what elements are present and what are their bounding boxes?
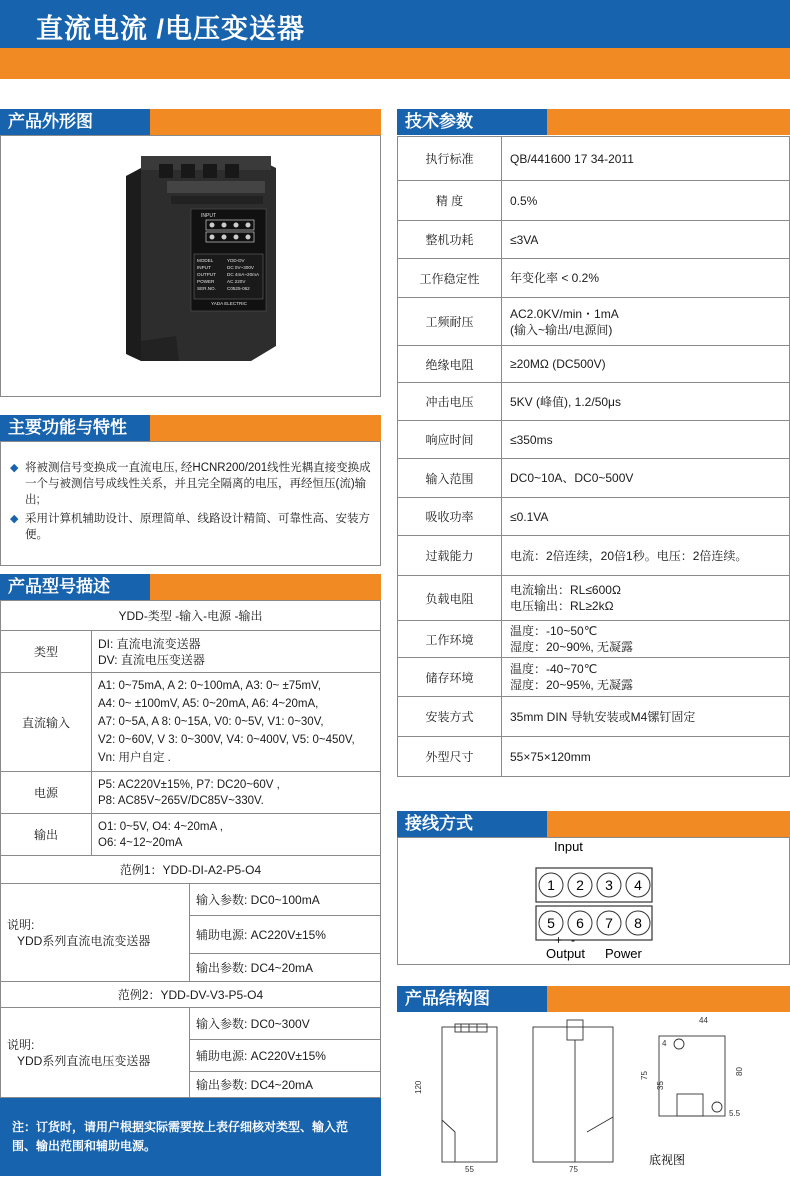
product-photo xyxy=(1,136,380,396)
svg-text:8: 8 xyxy=(634,915,642,931)
svg-text:2: 2 xyxy=(576,877,584,893)
table-row xyxy=(398,737,790,777)
table-row xyxy=(398,181,790,221)
section-title: 接线方式 xyxy=(397,811,547,837)
page-header xyxy=(0,0,790,48)
svg-text:80: 80 xyxy=(735,1067,744,1076)
param-value: 0.5% xyxy=(502,181,790,221)
svg-text:DC 0V~300V: DC 0V~300V xyxy=(227,265,254,270)
svg-text:120: 120 xyxy=(414,1080,423,1094)
structure-drawings xyxy=(397,1012,790,1176)
svg-text:3: 3 xyxy=(605,877,613,893)
example1-title: 范例1：YDD-DI-A2-P5-O4 xyxy=(1,856,381,884)
list-item: ◆ 采用计算机辅助设计、原理简单、线路设计精简、可靠性高、安装方便。 xyxy=(10,513,370,541)
svg-text:MODEL: MODEL xyxy=(197,258,214,263)
param-value: 35mm DIN 导轨安装或M4镙钉固定 xyxy=(502,697,790,737)
svg-text:75: 75 xyxy=(569,1165,578,1174)
svg-text:INPUT: INPUT xyxy=(197,265,211,270)
diamond-bullet-icon: ◆ xyxy=(10,513,19,525)
param-name: 工频耐压 xyxy=(398,298,502,346)
param-name: 储存环境 xyxy=(398,658,502,697)
example1-table: 范例1：YDD-DI-A2-P5-O4 说明: YDD系列直流电流变送器 输入参数: DC0~100mA 辅助电源: AC220V±15% 输出参数: DC4~20mA xyxy=(0,855,381,982)
input-label-text: INPUT xyxy=(201,213,216,219)
param-value: AC2.0KV/min・1mA (输入~输出/电源间) xyxy=(502,298,790,346)
brand-text: YADA ELECTRIC xyxy=(211,301,247,306)
svg-text:OUTPUT: OUTPUT xyxy=(197,272,216,277)
svg-text:4: 4 xyxy=(634,877,642,893)
svg-text:YDD-DV: YDD-DV xyxy=(227,258,245,263)
table-row xyxy=(398,137,790,181)
svg-text:75: 75 xyxy=(640,1071,649,1080)
svg-text:DC 4mA~20mA: DC 4mA~20mA xyxy=(227,272,260,277)
param-value: ≥20MΩ (DC500V) xyxy=(502,346,790,383)
model-key: 输出 xyxy=(1,814,92,856)
svg-text:SER.NO.: SER.NO. xyxy=(197,286,216,291)
table-row xyxy=(398,621,790,658)
svg-text:44: 44 xyxy=(699,1016,708,1025)
svg-text:+: + xyxy=(555,933,563,947)
section-structure-header xyxy=(397,986,790,1012)
svg-text:POWER: POWER xyxy=(197,279,215,284)
param-value: QB/441600 17 34-2011 xyxy=(502,137,790,181)
svg-text:6: 6 xyxy=(576,915,584,931)
list-item: ◆ 将被测信号变换成一直流电压, 经HCNR200/201线性光耦直接变换成一个与被测信号成线性关系，并且完全隔离的电压，再经恒压(流)输出; xyxy=(10,462,371,506)
section-title: 产品型号描述 xyxy=(0,574,150,600)
param-name: 工作稳定性 xyxy=(398,259,502,298)
table-row xyxy=(398,259,790,298)
svg-text:5.5: 5.5 xyxy=(729,1109,741,1118)
param-value: 电流：2倍连续，20倍1秒。电压：2倍连续。 xyxy=(502,536,790,576)
param-value: ≤3VA xyxy=(502,221,790,259)
param-name: 外型尺寸 xyxy=(398,737,502,777)
param-value: 年变化率 < 0.2% xyxy=(502,259,790,298)
param-name: 过载能力 xyxy=(398,536,502,576)
param-name: 吸收功率 xyxy=(398,498,502,536)
param-name: 响应时间 xyxy=(398,421,502,459)
param-value: ≤350ms xyxy=(502,421,790,459)
param-value: 温度：-40~70℃ 湿度：20~95%, 无凝露 xyxy=(502,658,790,697)
param-name: 安装方式 xyxy=(398,697,502,737)
wiring-power-label: Power xyxy=(605,946,642,961)
param-name: 执行标准 xyxy=(398,137,502,181)
param-name: 输入范围 xyxy=(398,459,502,498)
wiring-diagram xyxy=(398,838,789,964)
table-row xyxy=(398,459,790,498)
param-name: 精 度 xyxy=(398,181,502,221)
section-features-header xyxy=(0,415,381,441)
section-appearance-header xyxy=(0,109,381,135)
table-row xyxy=(398,498,790,536)
model-table: YDD-类型 -输入-电源 -输出 类型 DI: 直流电流变送器 DV: 直流电压变送器 直流输入 A1: 0~75mA, A 2: 0~100mA, A3: 0~ ±75mV, A4: 0~ ±100mV, A5: 0~20mA, A6: 4~20mA, A7: 0~5A, A 8: 0~15A, V0: 0~5V, V1: 0~30V, V2: 0~60V, V 3: 0~300V, V4: 0~400V, V5: 0~450V, Vn: 用户自定 . 电源 P5: AC220V±15%, P7: DC20~60V , P8: AC85V~265V/DC85V~330V. 输出 O1: 0~5V, O4: 4~20mA , O6: 4~12~20mA xyxy=(0,600,381,856)
table-row xyxy=(398,536,790,576)
section-title: 主要功能与特性 xyxy=(0,415,150,441)
tech-params-table xyxy=(397,136,790,777)
svg-text:35: 35 xyxy=(656,1081,665,1090)
structure-box xyxy=(397,1012,790,1176)
table-row xyxy=(398,346,790,383)
param-value: ≤0.1VA xyxy=(502,498,790,536)
model-key: 电源 xyxy=(1,772,92,814)
features-list xyxy=(7,460,377,546)
section-wiring-header xyxy=(397,811,790,837)
product-image-box xyxy=(0,135,381,397)
page-title: 直流电流 /电压变送器 xyxy=(36,14,306,44)
table-row xyxy=(398,421,790,459)
param-name: 绝缘电阻 xyxy=(398,346,502,383)
svg-text:C0525-062: C0525-062 xyxy=(227,286,250,291)
param-name: 整机功耗 xyxy=(398,221,502,259)
model-key: 类型 xyxy=(1,631,92,673)
param-name: 工作环境 xyxy=(398,621,502,658)
wiring-box xyxy=(397,837,790,965)
section-title: 产品结构图 xyxy=(397,986,547,1012)
model-key: 直流输入 xyxy=(1,673,92,772)
table-row xyxy=(398,221,790,259)
wiring-output-label: Output xyxy=(546,946,586,961)
svg-text:4: 4 xyxy=(662,1039,667,1048)
section-title: 产品外形图 xyxy=(0,109,150,135)
param-value: 55×75×120mm xyxy=(502,737,790,777)
param-name: 冲击电压 xyxy=(398,383,502,421)
table-row xyxy=(398,658,790,697)
table-row xyxy=(398,383,790,421)
section-tech-header xyxy=(397,109,790,135)
table-row xyxy=(398,576,790,621)
svg-text:7: 7 xyxy=(605,915,613,931)
svg-text:5: 5 xyxy=(547,915,555,931)
param-value: DC0~10A、DC0~500V xyxy=(502,459,790,498)
svg-text:1: 1 xyxy=(547,877,555,893)
header-accent-bar xyxy=(0,48,790,79)
svg-text:55: 55 xyxy=(465,1165,474,1174)
example2-table: 范例2：YDD-DV-V3-P5-O4 说明: YDD系列直流电压变送器 输入参数: DC0~300V 辅助电源: AC220V±15% 输出参数: DC4~20mA xyxy=(0,981,381,1098)
example2-title: 范例2：YDD-DV-V3-P5-O4 xyxy=(1,982,381,1008)
param-value: 温度：-10~50℃ 湿度：20~90%, 无凝露 xyxy=(502,621,790,658)
section-title: 技术参数 xyxy=(397,109,547,135)
order-note: 注：订货时，请用户根据实际需要按上表仔细核对类型、输入范 围、输出范围和辅助电源。 xyxy=(0,1098,381,1176)
wiring-input-label: Input xyxy=(554,839,583,854)
param-value: 电流输出：RL≤600Ω 电压输出：RL≥2kΩ xyxy=(502,576,790,621)
bottom-view-caption: 底视图 xyxy=(649,1153,686,1167)
svg-text:-: - xyxy=(571,933,575,947)
model-format: YDD-类型 -输入-电源 -输出 xyxy=(1,601,381,631)
param-name: 负载电阻 xyxy=(398,576,502,621)
diamond-bullet-icon: ◆ xyxy=(10,462,19,474)
table-row xyxy=(398,697,790,737)
param-value: 5KV (峰值), 1.2/50μs xyxy=(502,383,790,421)
svg-text:AC 220V: AC 220V xyxy=(227,279,246,284)
table-row xyxy=(398,298,790,346)
section-model-header xyxy=(0,574,381,600)
